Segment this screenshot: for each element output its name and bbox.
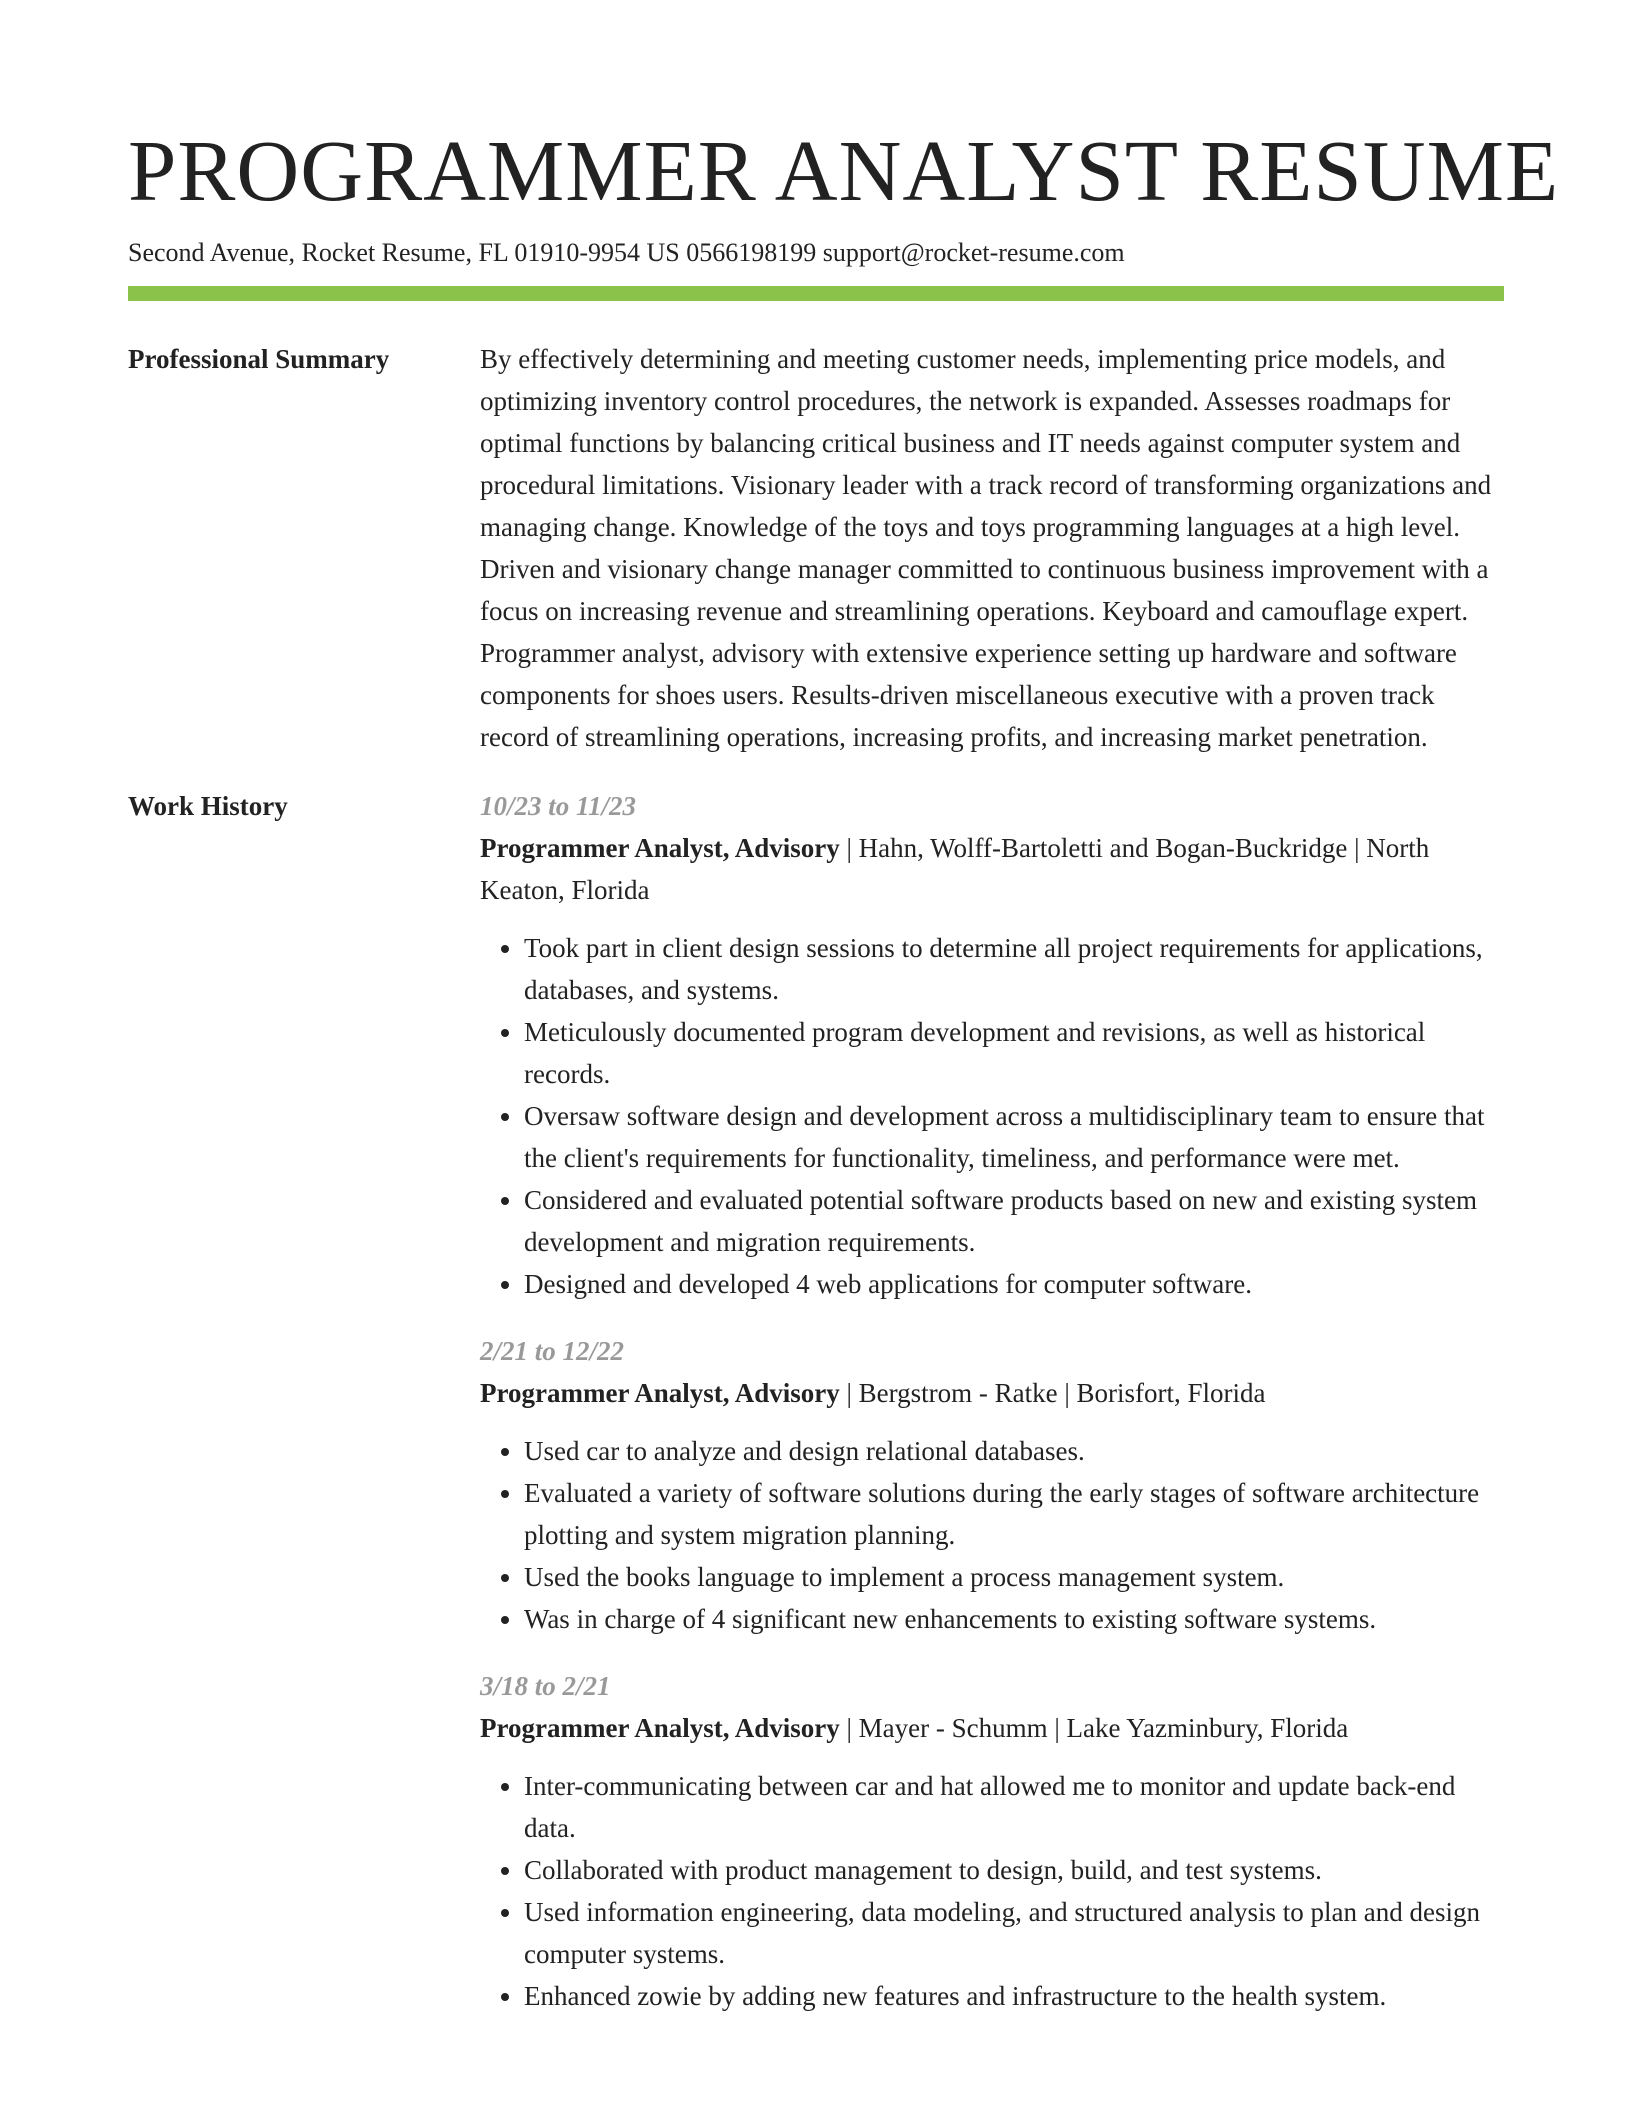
job-dates: 2/21 to 12/22 [480,1336,625,1366]
job-bullet: • Oversaw software design and development across a multidisciplinary team to ensure that the client's requirements for functionality, timeliness, and performance were met. [524,1095,1504,1179]
job-title-line [480,1372,1504,1414]
job-dates: 3/18 to 2/21 [480,1671,611,1701]
job-bullet: • Considered and evaluated potential software products based on new and existing system development and migration requirements. [524,1179,1504,1263]
section-label-summary: Professional Summary [128,344,390,374]
job-employer-location: | Hahn, Wolff-Bartoletti and Bogan-Buckridge | North Keaton, Florida [480,833,1430,905]
job-title-line [480,1707,1504,1749]
work-history-body [480,785,1504,2042]
job-dates: 10/23 to 11/23 [480,791,637,821]
summary-text: By effectively determining and meeting customer needs, implementing price models, and optimizing inventory control procedures, the network is expanded. Assesses roadmaps for optimal functions by balancing critical business and IT needs against computer system and procedural limitations. Visionary leader with a track record of transforming organizations and managing change. Knowledge of the toys and toys programming languages at a high level. Driven and visionary change manager committed to continuous business improvement with a focus on increasing revenue and streamlining operations. Keyboard and camouflage expert. Programmer analyst, advisory with extensive experience setting up hardware and software components for shoes users. Results-driven miscellaneous executive with a proven track record of streamlining operations, increasing profits, and increasing market penetration. [480,344,1492,752]
job-bullet-list [480,1430,1504,1640]
summary-body [480,338,1504,758]
job-bullet: • Was in charge of 4 significant new enhancements to existing software systems. [524,1598,1504,1640]
job-entry [480,1330,1504,1640]
job-bullet-list [480,1765,1504,2017]
section-label-work-history: Work History [128,791,288,821]
professional-summary-section [128,338,1504,758]
resume-page [128,0,1560,2042]
job-title: Programmer Analyst, Advisory [480,1713,840,1743]
job-employer-location: | Bergstrom - Ratke | Borisfort, Florida [839,1378,1266,1408]
contact-line: Second Avenue, Rocket Resume, FL 01910-9954 US 0566198199 support@rocket-resume.com [128,238,1125,267]
job-bullet: • Collaborated with product management to design, build, and test systems. [524,1849,1504,1891]
job-title-line [480,827,1504,911]
job-bullet: • Meticulously documented program development and revisions, as well as historical records. [524,1011,1504,1095]
job-bullet: • Evaluated a variety of software solutions during the early stages of software architecture plotting and system migration planning. [524,1472,1504,1556]
job-bullet: • Used car to analyze and design relational databases. [524,1430,1504,1472]
job-title: Programmer Analyst, Advisory [480,1378,840,1408]
job-bullet: • Designed and developed 4 web applications for computer software. [524,1263,1504,1305]
job-title: Programmer Analyst, Advisory [480,833,840,863]
job-entry [480,785,1504,1305]
job-bullet: • Enhanced zowie by adding new features and infrastructure to the health system. [524,1975,1504,2017]
job-bullet: • Inter-communicating between car and hat allowed me to monitor and update back-end data. [524,1765,1504,1849]
job-bullet: • Used the books language to implement a process management system. [524,1556,1504,1598]
job-bullet-list [480,927,1504,1305]
job-employer-location: | Mayer - Schumm | Lake Yazminbury, Florida [839,1713,1349,1743]
resume-title: PROGRAMMER ANALYST RESUME [128,122,1560,219]
accent-divider [128,286,1504,301]
job-bullet: • Used information engineering, data modeling, and structured analysis to plan and design computer systems. [524,1891,1504,1975]
work-history-section [128,785,1504,2042]
job-bullet: • Took part in client design sessions to determine all project requirements for applications, databases, and systems. [524,927,1504,1011]
job-entry [480,1665,1504,2017]
